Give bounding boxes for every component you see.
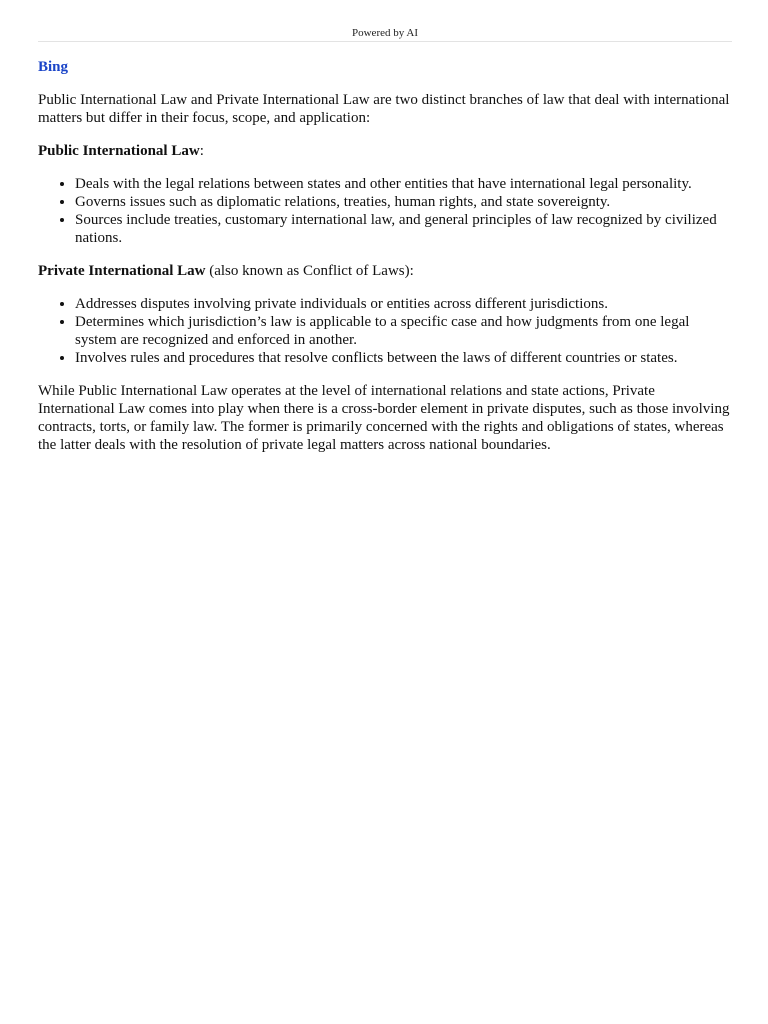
list-item: • Determines which jurisdiction’s law is applicable to a specific case and how judgments from one legal system are recognized and enforced in another.	[75, 313, 732, 349]
intro-paragraph: Public International Law and Private International Law are two distinct branches of law that deal with international matters but differ in their focus, scope, and application:	[38, 92, 730, 126]
private-law-heading-suffix: (also known as Conflict of Laws):	[205, 263, 414, 279]
public-law-heading-suffix: :	[199, 143, 204, 159]
public-law-list	[38, 175, 732, 247]
public-law-heading-bold: Public International Law	[38, 143, 200, 159]
list-item: • Sources include treaties, customary international law, and general principles of law recognized by civilized nations.	[75, 211, 732, 247]
list-item: • Governs issues such as diplomatic relations, treaties, human rights, and state sovereignty.	[75, 193, 732, 211]
response-content	[38, 58, 732, 469]
conclusion-paragraph: While Public International Law operates at the level of international relations and state actions, Private International Law comes into play when there is a cross-border element in private disputes, such as those involving contracts, torts, or family law. The former is primarily concerned with the rights and obligations of states, whereas the latter deals with the resolution of private legal matters across national boundaries.	[38, 383, 730, 453]
bing-brand-title: Bing	[38, 59, 69, 75]
public-law-heading	[38, 142, 732, 160]
list-item: • Addresses disputes involving private individuals or entities across different jurisdictions.	[75, 295, 732, 313]
list-item: • Deals with the legal relations between states and other entities that have international legal personality.	[75, 175, 732, 193]
private-law-heading-bold: Private International Law	[38, 263, 206, 279]
powered-by-header: Powered by AI	[38, 26, 732, 42]
private-law-heading	[38, 262, 732, 280]
private-law-list	[38, 295, 732, 367]
list-item: • Involves rules and procedures that resolve conflicts between the laws of different countries or states.	[75, 349, 732, 367]
